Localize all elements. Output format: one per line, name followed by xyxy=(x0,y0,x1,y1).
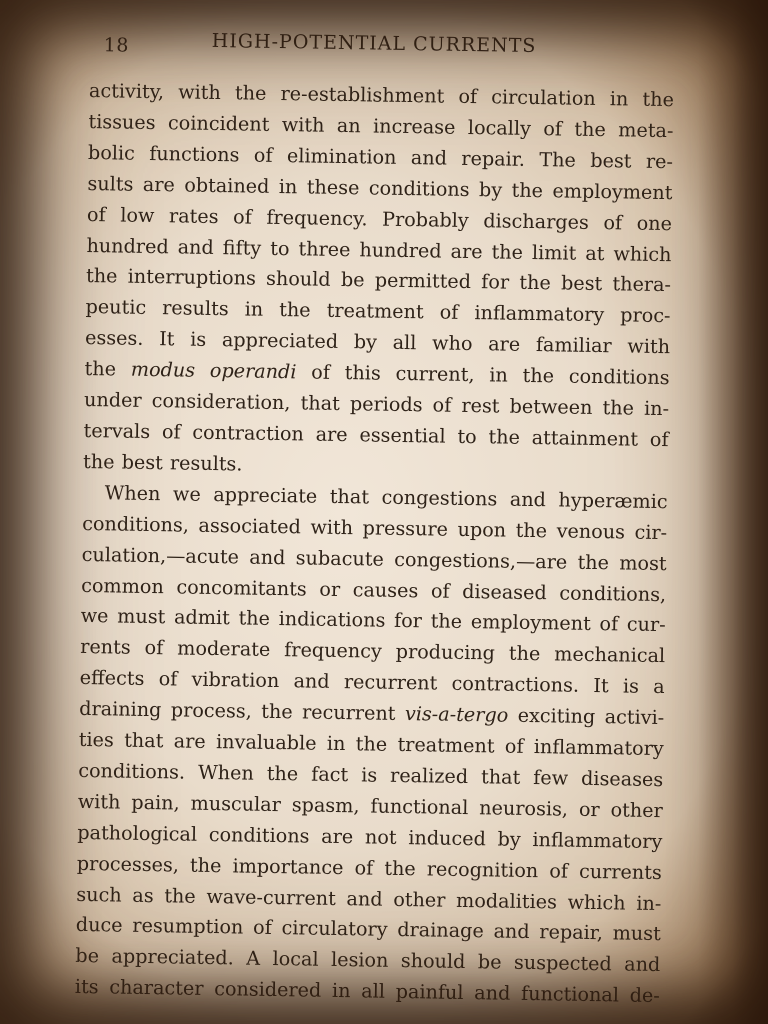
page-header xyxy=(89,26,674,69)
text-line: be appreciated. A local lesion should be suspected and xyxy=(75,944,661,977)
text-line: tervals of contraction are essential to the attainment of xyxy=(83,418,669,452)
text-line: under consideration, that periods of rest between the in- xyxy=(83,388,670,421)
text-run: exciting activi- xyxy=(508,703,665,730)
body-text xyxy=(75,76,674,1012)
text-line: rents of moderate frequency producing the mechanical xyxy=(80,635,666,668)
text-run: the xyxy=(84,357,132,381)
running-head: HIGH-POTENTIAL CURRENTS xyxy=(211,29,537,58)
text-line: the interruptions should be permitted for the best thera- xyxy=(85,264,672,297)
text-run: of this current, in the conditions xyxy=(296,360,670,390)
text-line: bolic functions of elimination and repair. The best re- xyxy=(87,140,674,173)
italic-phrase: vis-a-tergo xyxy=(404,702,509,727)
text-line: of low rates of frequency. Probably discharges of one xyxy=(86,202,673,235)
text-run: draining process, the recurrent xyxy=(79,697,406,726)
text-line: ties that are invaluable in the treatment of inflammatory xyxy=(78,727,664,761)
text-line: we must admit the indications for the employment of cur- xyxy=(80,604,666,637)
text-line: pathological conditions are not induced by inflammatory xyxy=(77,820,663,853)
text-line: hundred and fifty to three hundred are the limit at which xyxy=(86,233,672,266)
text-line: culation,—acute and subacute congestions,—are the most xyxy=(81,542,667,575)
italic-phrase: modus operandi xyxy=(130,357,297,384)
text-line: tissues coincident with an increase locally of the meta- xyxy=(88,109,674,143)
page-number: 18 xyxy=(103,34,130,57)
text-line: with pain, muscular spasm, functional neurosis, or other xyxy=(77,789,663,822)
text-line: peutic results in the treatment of inflammatory proc- xyxy=(85,295,671,328)
text-line: effects of vibration and recurrent contractions. It is a xyxy=(79,666,665,699)
book-page xyxy=(75,26,675,1012)
page-edge-shadow xyxy=(698,0,768,1024)
text-line: common concomitants or causes of diseased conditions, xyxy=(81,573,667,606)
text-line: conditions, associated with pressure upon the venous cir- xyxy=(82,511,668,544)
paragraph-1 xyxy=(83,76,674,487)
text-line: such as the wave-current and other modalities which in- xyxy=(76,882,662,915)
text-line: conditions. When the fact is realized that few diseases xyxy=(78,758,664,792)
text-line: processes, the importance of the recognition of currents xyxy=(76,851,662,884)
text-line: When we appreciate that congestions and hyperæmic xyxy=(104,481,668,513)
text-line: its character considered in all painful and functional de- xyxy=(74,975,661,1008)
text-line: activity, with the re-establishment of circulation in the xyxy=(88,78,675,112)
text-line: esses. It is appreciated by all who are familiar with xyxy=(84,326,671,359)
text-line: the best results. xyxy=(82,449,243,476)
paragraph-2 xyxy=(75,478,668,1013)
text-line: duce resumption of circulatory drainage and repair, must xyxy=(75,913,661,946)
text-line: sults are obtained in these conditions by the employment xyxy=(87,171,673,204)
